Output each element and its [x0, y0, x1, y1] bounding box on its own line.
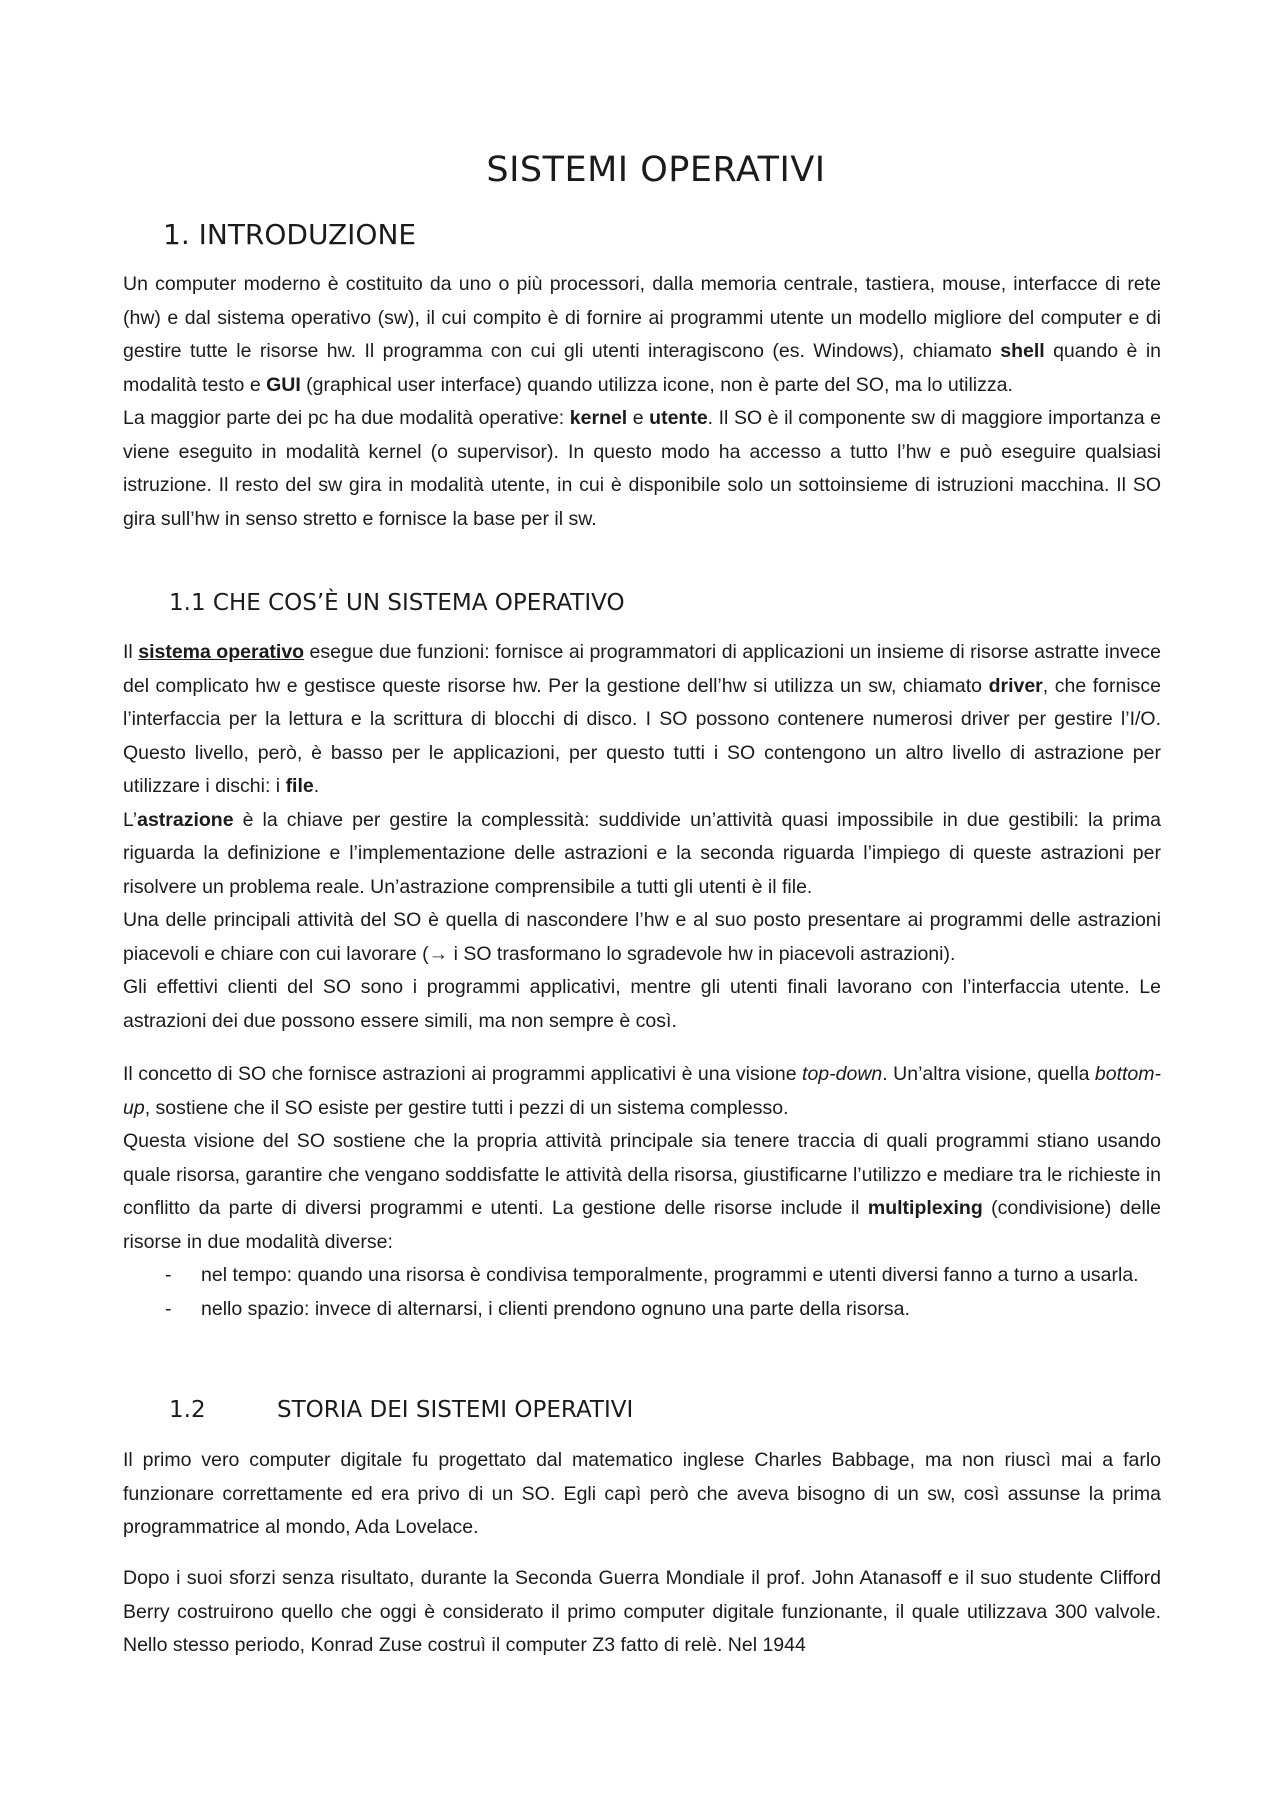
list-item: - nello spazio: invece di alternarsi, i clienti prendono ognuno una parte della risorsa.	[123, 1293, 1161, 1327]
section-1-1-body-2	[123, 1058, 1161, 1326]
section-1-2-body	[123, 1444, 1161, 1545]
list-item: - nel tempo: quando una risorsa è condivisa temporalmente, programmi e utenti diversi fanno a turno a usarla.	[123, 1259, 1161, 1293]
paragraph: Questa visione del SO sostiene che la propria attività principale sia tenere traccia di quali programmi stiano usando quale risorsa, garantire che vengano soddisfatte le attività della risorsa, giustificarne l’utilizzo e mediare tra le richieste in conflitto da parte di diversi programmi e utenti. La gestione delle risorse include il multiplexing (condivisione) delle risorse in due modalità diverse:	[123, 1130, 1161, 1253]
bold-term: GUI	[266, 373, 301, 396]
paragraph: Gli effettivi clienti del SO sono i programmi applicativi, mentre gli utenti finali lavorano con l’interfaccia utente. Le astrazioni dei due possono essere simili, ma non sempre è così.	[123, 976, 1161, 1032]
dash-list	[123, 1259, 1161, 1326]
paragraph: L’astrazione è la chiave per gestire la complessità: suddivide un’attività quasi impossibile in due gestibili: la prima riguarda la definizione e l’implementazione delle astrazioni e la seconda riguarda l’impiego di queste astrazioni per risolvere un problema reale. Un’astrazione comprensibile a tutti gli utenti è il file.	[123, 808, 1161, 898]
bold-underlined-term: sistema operativo	[138, 641, 305, 663]
italic-term: top-down	[802, 1063, 883, 1085]
section-heading-1-1: 1.1 CHE COS’È UN SISTEMA OPERATIVO	[169, 590, 625, 616]
section-heading-1-2: 1.2 STORIA DEI SISTEMI OPERATIVI	[169, 1397, 634, 1423]
document-title: SISTEMI OPERATIVI	[486, 150, 826, 190]
paragraph: Il concetto di SO che fornisce astrazioni ai programmi applicativi è una visione top-down. Un’altra visione, quella bottom-up, sostiene che il SO esiste per gestire tutti i pezzi di un sistema complesso.	[123, 1063, 1161, 1119]
bold-term: astrazione	[137, 808, 234, 831]
section-heading-introduzione: 1. INTRODUZIONE	[163, 218, 417, 251]
bold-term: file	[285, 775, 314, 797]
paragraph: La maggior parte dei pc ha due modalità operative: kernel e utente. Il SO è il componente sw di maggiore importanza e viene eseguito in modalità kernel (o supervisor). In questo modo ha accesso a tutto l’hw e può eseguire qualsiasi istruzione. Il resto del sw gira in modalità utente, in cui è disponibile solo un sottoinsieme di istruzioni macchina. Il SO gira sull’hw in senso stretto e fornisce la base per il sw.	[123, 407, 1161, 530]
paragraph: Dopo i suoi sforzi senza risultato, durante la Seconda Guerra Mondiale il prof. John Atanasoff e il suo studente Clifford Berry costruirono quello che oggi è considerato il primo computer digitale funzionante, il quale utilizzava 300 valvole. Nello stesso periodo, Konrad Zuse costruì il computer Z3 fatto di relè. Nel 1944	[123, 1567, 1161, 1656]
paragraph: Il primo vero computer digitale fu progettato dal matematico inglese Charles Babbage, ma non riuscì mai a farlo funzionare correttamente ed era privo di un SO. Egli capì però che aveva bisogno di un sw, così assunse la prima programmatrice al mondo, Ada Lovelace.	[123, 1449, 1161, 1538]
bold-term: utente	[649, 407, 708, 429]
bold-term: multiplexing	[867, 1197, 983, 1219]
bold-term: shell	[1000, 340, 1045, 362]
paragraph: Il sistema operativo esegue due funzioni: fornisce ai programmatori di applicazioni un insieme di risorse astratte invece del complicato hw e gestisce queste risorse hw. Per la gestione dell’hw si utilizza un sw, chiamato driver, che fornisce l’interfaccia per la lettura e la scrittura di blocchi di disco. I SO possono contenere numerosi driver per gestire l’I/O. Questo livello, però, è basso per le applicazioni, per questo tutti i SO contengono un altro livello di astrazione per utilizzare i dischi: i file.	[123, 641, 1161, 797]
section-introduzione-body	[123, 268, 1161, 536]
section-1-2-body-2	[123, 1562, 1161, 1663]
italic-term: bottom-up	[123, 1063, 1161, 1119]
paragraph: Una delle principali attività del SO è quella di nascondere l’hw e al suo posto presentare ai programmi delle astrazioni piacevoli e chiare con cui lavorare (→ i SO trasformano lo sgradevole hw in piacevoli astrazioni).	[123, 909, 1161, 965]
bold-term: driver	[988, 674, 1043, 697]
section-1-1-body	[123, 636, 1161, 1038]
paragraph: Un computer moderno è costituito da uno o più processori, dalla memoria centrale, tastiera, mouse, interfacce di rete (hw) e dal sistema operativo (sw), il cui compito è di fornire ai programmi utente un modello migliore del computer e di gestire tutte le risorse hw. Il programma con cui gli utenti interagiscono (es. Windows), chiamato shell quando è in modalità testo e GUI (graphical user interface) quando utilizza icone, non è parte del SO, ma lo utilizza.	[123, 273, 1161, 396]
bold-term: kernel	[569, 407, 628, 429]
